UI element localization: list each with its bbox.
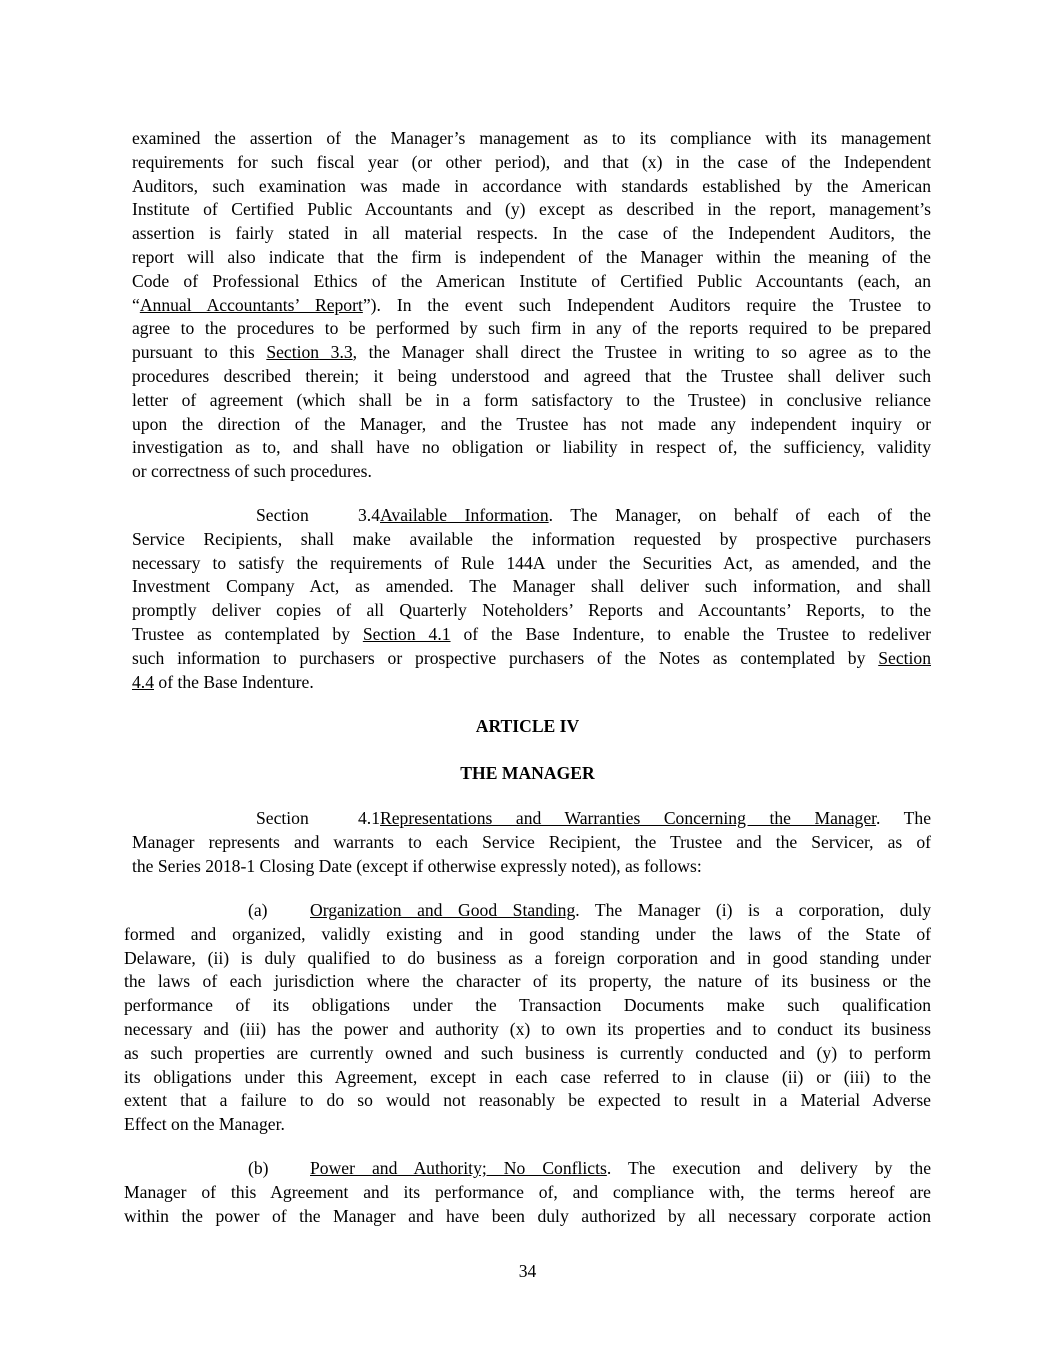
- clause-b-paragraph: [124, 1157, 931, 1228]
- text-line: [132, 504, 931, 528]
- text-line: Delaware, (ii) is duly qualified to do business as a foreign corporation and in good standing under: [124, 947, 931, 968]
- text-line: Institute of Certified Public Accountants and (y) except as described in the report, management’s: [132, 199, 931, 220]
- text-line: upon the direction of the Manager, and the Trustee has not made any independent inquiry or: [132, 413, 931, 434]
- article-number: ARTICLE IV: [475, 716, 580, 736]
- text-line: procedures described therein; it being understood and agreed that the Trustee shall deliver such: [132, 365, 931, 386]
- text-line: formed and organized, validly existing and in good standing under the laws of the State of: [124, 923, 931, 944]
- text-line: [124, 899, 931, 923]
- section-3-3-reference: Section 3.3: [266, 342, 353, 363]
- clause-a-paragraph: [124, 899, 931, 1137]
- text-line: [132, 671, 931, 695]
- text-line: promptly deliver copies of all Quarterly Noteholders’ Reports and Accountants’ Reports, to the: [132, 600, 931, 621]
- text-line: [132, 341, 931, 365]
- clause-title-power-authority: Power and Authority; No Conflicts: [310, 1158, 607, 1178]
- section-3-4-paragraph: [132, 504, 931, 694]
- text-fragment: of the Base Indenture, to enable the Trustee to redeliver: [450, 623, 931, 644]
- text-line: agree to the procedures to be performed by such firm in any of the reports required to be prepared: [132, 318, 931, 339]
- text-line: within the power of the Manager and have been duly authorized by all necessary corporate action: [124, 1205, 931, 1226]
- clause-title-organization: Organization and Good Standing: [310, 900, 576, 920]
- defined-term-annual-accountants-report: Annual Accountants’ Report: [139, 294, 363, 315]
- text-line: letter of agreement (which shall be in a form satisfactory to the Trustee) in conclusive reliance: [132, 389, 931, 410]
- text-line: Code of Professional Ethics of the American Institute of Certified Public Accountants (each, an: [132, 270, 931, 291]
- section-4-1-paragraph: [132, 807, 931, 878]
- text-line: Effect on the Manager.: [124, 1114, 285, 1135]
- text-line: investigation as to, and shall have no obligation or liability in respect of, the sufficiency, validity: [132, 437, 931, 458]
- clause-label: (a): [248, 900, 268, 920]
- text-fragment: . The Manager, on behalf of each of the: [548, 505, 931, 525]
- quote-open: “: [132, 294, 140, 315]
- text-line: extent that a failure to do so would not reasonably be expected to result in a Material Adverse: [124, 1090, 931, 1111]
- text-fragment: Trustee as contemplated by: [132, 623, 363, 644]
- section-4-4-reference: Section: [878, 647, 931, 668]
- section-title-representations: Representations and Warranties Concerning the Manager: [380, 808, 877, 828]
- text-line: Auditors, such examination was made in accordance with standards established by the American: [132, 175, 931, 196]
- text-line: Manager of this Agreement and its performance of, and compliance with, the terms hereof are: [124, 1181, 931, 1202]
- text-line: necessary to satisfy the requirements of Rule 144A under the Securities Act, as amended, and the: [132, 552, 931, 573]
- text-fragment: such information to purchasers or prospective purchasers of the Notes as contemplated by: [132, 647, 879, 668]
- article-title: THE MANAGER: [460, 763, 595, 783]
- text-line: [124, 1157, 931, 1181]
- text-line: Investment Company Act, as amended. The Manager shall deliver such information, and shall: [132, 576, 931, 597]
- text-fragment: . The Manager (i) is a corporation, duly: [575, 900, 932, 920]
- text-line: Manager represents and warrants to each Service Recipient, the Trustee and the Servicer, as of: [132, 831, 931, 852]
- text-line: [132, 647, 931, 671]
- text-fragment: ”). In the event such Independent Auditors require the Trustee to: [362, 294, 931, 315]
- section-title-available-information: Available Information: [380, 505, 549, 525]
- text-line: [132, 623, 931, 647]
- text-line: examined the assertion of the Manager’s management as to its compliance with its management: [132, 128, 931, 148]
- text-fragment: . The: [876, 808, 931, 828]
- text-line: the laws of each jurisdiction where the character of its property, the nature of its business or the: [124, 971, 931, 992]
- text-fragment: pursuant to this: [132, 342, 267, 363]
- paragraph-continuation: [132, 127, 931, 484]
- text-line: the Series 2018-1 Closing Date (except if otherwise expressly noted), as follows:: [132, 855, 702, 876]
- text-line: as such properties are currently owned and such business is currently conducted and (y) to perform: [124, 1042, 931, 1063]
- text-line: necessary and (iii) has the power and authority (x) to own its properties and to conduct its business: [124, 1018, 931, 1039]
- text-fragment: . The execution and delivery by the: [606, 1158, 931, 1178]
- text-line: Service Recipients, shall make available the information requested by prospective purchasers: [132, 528, 931, 549]
- text-line: [132, 294, 931, 318]
- text-line: assertion is fairly stated in all material respects. In the case of the Independent Auditors, the: [132, 223, 931, 244]
- text-line: [132, 807, 931, 831]
- section-4-1-reference: Section 4.1: [362, 623, 451, 644]
- clause-label: (b): [248, 1158, 269, 1178]
- text-line: requirements for such fiscal year (or other period), and that (x) in the case of the Independent: [132, 151, 931, 172]
- section-number: Section 3.4: [256, 505, 380, 525]
- text-fragment: of the Base Indenture.: [154, 671, 314, 692]
- text-fragment: , the Manager shall direct the Trustee in writing to so agree as to the: [352, 342, 931, 363]
- section-number: Section 4.1: [256, 808, 380, 828]
- page-number: 34: [518, 1261, 537, 1281]
- section-4-4-reference-cont: 4.4: [132, 671, 154, 692]
- text-line: performance of its obligations under the Transaction Documents make such qualification: [124, 995, 931, 1016]
- text-line: its obligations under this Agreement, except in each case referred to in clause (ii) or (iii) to the: [124, 1066, 931, 1087]
- text-line: or correctness of such procedures.: [132, 461, 372, 482]
- text-line: report will also indicate that the firm is independent of the Manager within the meaning of the: [132, 246, 931, 267]
